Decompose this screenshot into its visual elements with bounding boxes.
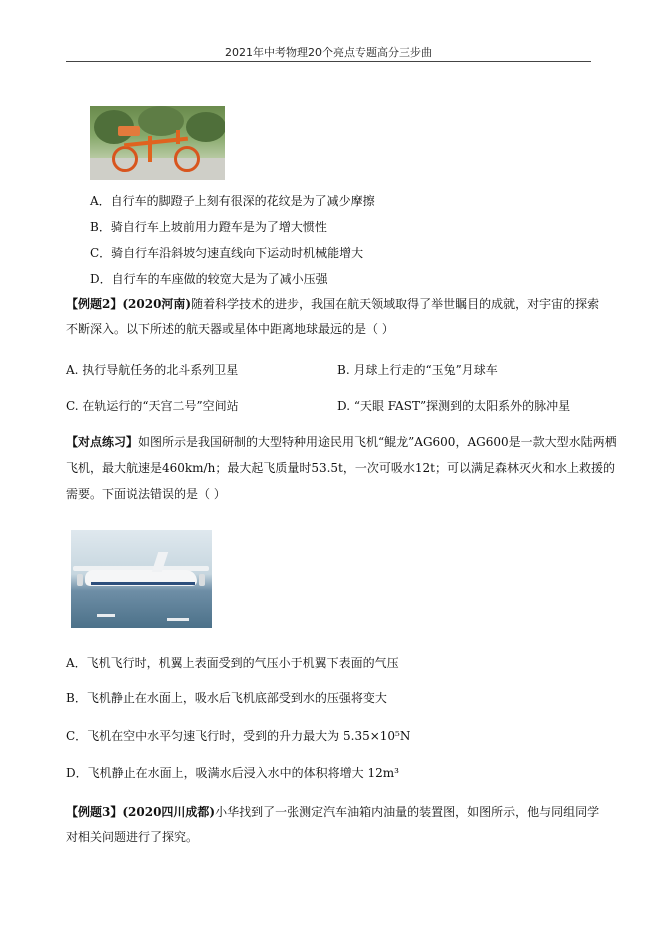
option-a: A．自行车的脚蹬子上刻有很深的花纹是为了减少摩擦 xyxy=(90,194,375,208)
example-3-text-line1: 小华找到了一张测定汽车油箱内油量的装置图，如图所示，他与同组同学 xyxy=(215,805,600,819)
example-2-option-a: A. 执行导航任务的北斗系列卫星 xyxy=(66,363,239,377)
option-c: C．骑自行车沿斜坡匀速直线向下运动时机械能增大 xyxy=(90,246,364,260)
example-2-option-c: C. 在轨运行的“天宫二号”空间站 xyxy=(66,399,239,413)
practice-option-d: D．飞机静止在水面上，吸满水后浸入水中的体积将增大 12m³ xyxy=(66,766,399,780)
option-d: D．自行车的车座做的较宽大是为了减小压强 xyxy=(90,272,328,286)
practice-text-line1: 如图所示是我国研制的大型特种用途民用飞机“鲲龙”AG600，AG600是一款大型水陆两栖 xyxy=(138,435,617,449)
example-3-tag: 【例题3】(2020四川成都) xyxy=(66,805,216,819)
bicycle-photo xyxy=(90,106,225,180)
example-2-question xyxy=(66,296,599,312)
header-divider xyxy=(66,61,591,62)
practice-option-b: B．飞机静止在水面上，吸水后飞机底部受到水的压强将变大 xyxy=(66,691,387,705)
example-2-text-line1: 随着科学技术的进步，我国在航天领域取得了举世瞩目的成就，对宇宙的探索 xyxy=(191,297,600,311)
practice-question xyxy=(66,434,617,450)
example-2-text-line2: 不断深入。以下所述的航天器或星体中距离地球最远的是（ ） xyxy=(66,322,394,336)
practice-tag: 【对点练习】 xyxy=(66,435,139,449)
practice-option-c: C．飞机在空中水平匀速飞行时，受到的升力最大为 5.35×10⁵N xyxy=(66,729,411,743)
example-2-option-d: D. “天眼 FAST”探测到的太阳系外的脉冲星 xyxy=(337,399,571,413)
practice-text-line2: 飞机，最大航速是460km/h；最大起飞质量时53.5t，一次可吸水12t；可以满足森林灭火和水上救援的 xyxy=(66,461,615,475)
example-2-tag: 【例题2】(2020河南) xyxy=(66,297,192,311)
page-header: 2021年中考物理20个亮点专题高分三步曲 xyxy=(225,46,432,59)
practice-option-a: A．飞机飞行时，机翼上表面受到的气压小于机翼下表面的气压 xyxy=(66,656,399,670)
example-2-option-b: B. 月球上行走的“玉兔”月球车 xyxy=(337,363,498,377)
option-b: B．骑自行车上坡前用力蹬车是为了增大惯性 xyxy=(90,220,327,234)
practice-text-line3: 需要。下面说法错误的是（ ） xyxy=(66,487,226,501)
example-3-text-line2: 对相关问题进行了探究。 xyxy=(66,830,199,844)
example-3-question xyxy=(66,804,599,820)
amphibious-plane-photo xyxy=(71,530,212,628)
